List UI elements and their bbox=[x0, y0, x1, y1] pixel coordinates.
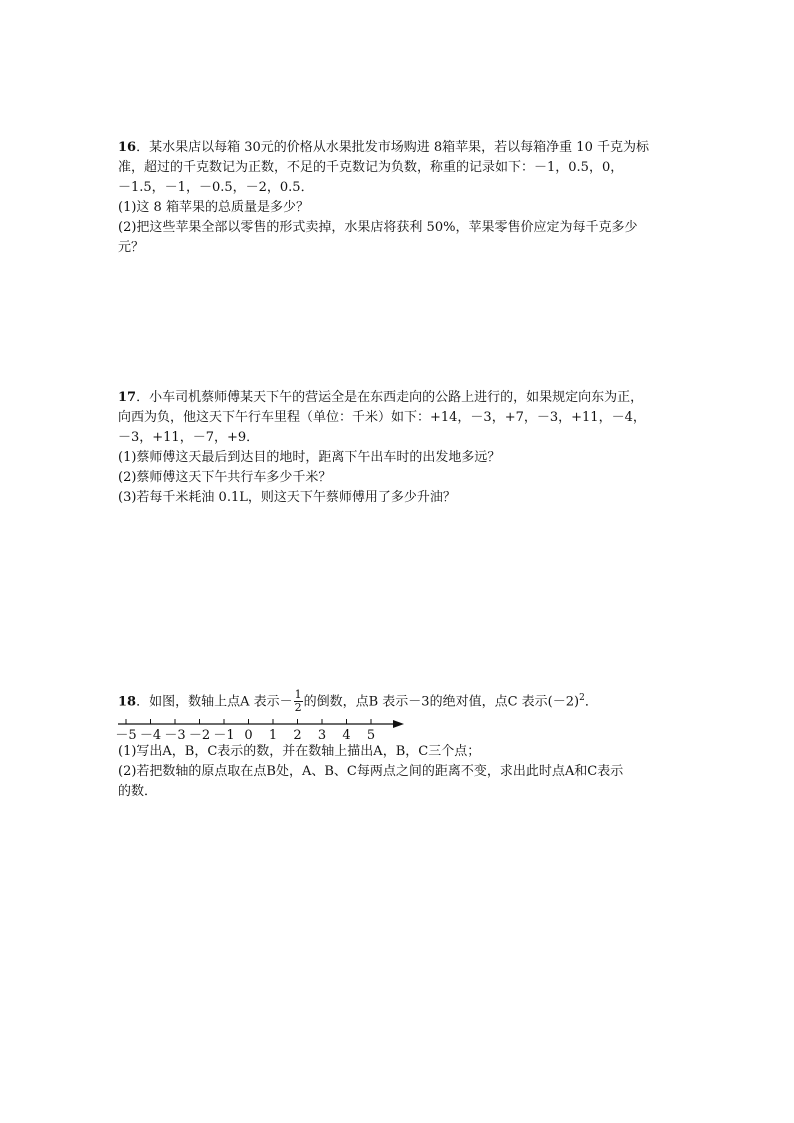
fraction-numerator: 1 bbox=[294, 688, 302, 702]
number-line-arrow-icon bbox=[393, 720, 404, 728]
power-base: (－2) bbox=[547, 694, 580, 710]
q18-subquestion-2-cont: 的数． bbox=[118, 784, 158, 799]
number-line-tick-label: －1 bbox=[213, 728, 235, 743]
q16-line-2: 准，超过的千克数记为正数，不足的千克数记为负数，称重的记录如下：－1，0.5，0， bbox=[118, 160, 624, 175]
number-line-tick-label: 3 bbox=[317, 728, 327, 743]
q16-subquestion-2: (2)把这些苹果全部以零售的形式卖掉，水果店将获利 50%，苹果零售价应定为每千克多少 bbox=[118, 220, 638, 235]
fraction-denominator: 2 bbox=[294, 701, 302, 715]
q17-line-2: 向西为负，他这天下午行车里程（单位：千米）如下：+14，－3，+7，－3，+11，－4， bbox=[118, 410, 646, 425]
question-16 bbox=[118, 138, 678, 258]
q18-subquestion-2: (2)若把数轴的原点取在点B处，A、B、C每两点之间的距离不变，求出此时点A和C表示 bbox=[118, 764, 624, 779]
number-line-tick-label: 2 bbox=[293, 728, 302, 743]
q18-intro-b: 的倒数，点B 表示－3的绝对值，点C 表示 bbox=[303, 694, 548, 710]
q17-number: 17 bbox=[118, 390, 137, 405]
question-17 bbox=[118, 388, 678, 508]
q18-intro-a: ．如图，数轴上点A 表示－ bbox=[136, 694, 293, 710]
number-line-tick-label: 0 bbox=[244, 728, 253, 743]
number-line-tick-label: 4 bbox=[342, 728, 351, 743]
q16-number: 16 bbox=[118, 140, 137, 155]
q18-intro-end: ． bbox=[584, 694, 598, 710]
question-18-parts bbox=[118, 742, 678, 802]
q16-subquestion-1: (1)这 8 箱苹果的总质量是多少？ bbox=[118, 200, 309, 215]
q18-subquestion-1: (1)写出A，B，C表示的数，并在数轴上描出A，B，C三个点； bbox=[118, 744, 481, 759]
number-line-tick-label: －5 bbox=[115, 728, 137, 743]
q17-line-1 bbox=[118, 388, 678, 408]
q17-text-1: ．小车司机蔡师傅某天下午的营运全是在东西走向的公路上进行的，如果规定向东为正， bbox=[136, 390, 644, 405]
q17-subquestion-2: (2)蔡师傅这天下午共行车多少千米？ bbox=[118, 470, 332, 485]
power-exponent: 2 bbox=[579, 693, 585, 703]
number-line bbox=[112, 714, 412, 744]
fraction-one-half bbox=[294, 689, 303, 714]
number-line-tick-label: －2 bbox=[188, 728, 211, 743]
q17-subquestion-1: (1)蔡师傅这天最后到达目的地时，距离下午出车时的出发地多远？ bbox=[118, 450, 501, 465]
number-line-tick-label: －4 bbox=[139, 728, 162, 743]
number-line-tick-label: 1 bbox=[268, 728, 278, 743]
q16-line-1 bbox=[118, 138, 678, 158]
number-line-tick-label: －3 bbox=[164, 728, 186, 743]
q16-line-3: －1.5，－1，－0.5，－2，0.5． bbox=[118, 180, 314, 195]
q17-subquestion-3: (3)若每千米耗油 0.1L，则这天下午蔡师傅用了多少升油？ bbox=[118, 490, 456, 505]
number-line-tick-label: 5 bbox=[366, 728, 376, 743]
question-18 bbox=[118, 688, 678, 714]
q16-subquestion-2-cont: 元？ bbox=[118, 240, 145, 255]
number-line-ticks bbox=[115, 719, 375, 743]
q18-number: 18 bbox=[118, 694, 137, 710]
q16-text-1: ．某水果店以每箱 30元的价格从水果批发市场购进 8箱苹果，若以每箱净重 10 千克为标 bbox=[136, 140, 649, 155]
q17-line-3: －3，+11，－7，+9． bbox=[118, 430, 260, 445]
q18-line-1 bbox=[118, 688, 678, 714]
